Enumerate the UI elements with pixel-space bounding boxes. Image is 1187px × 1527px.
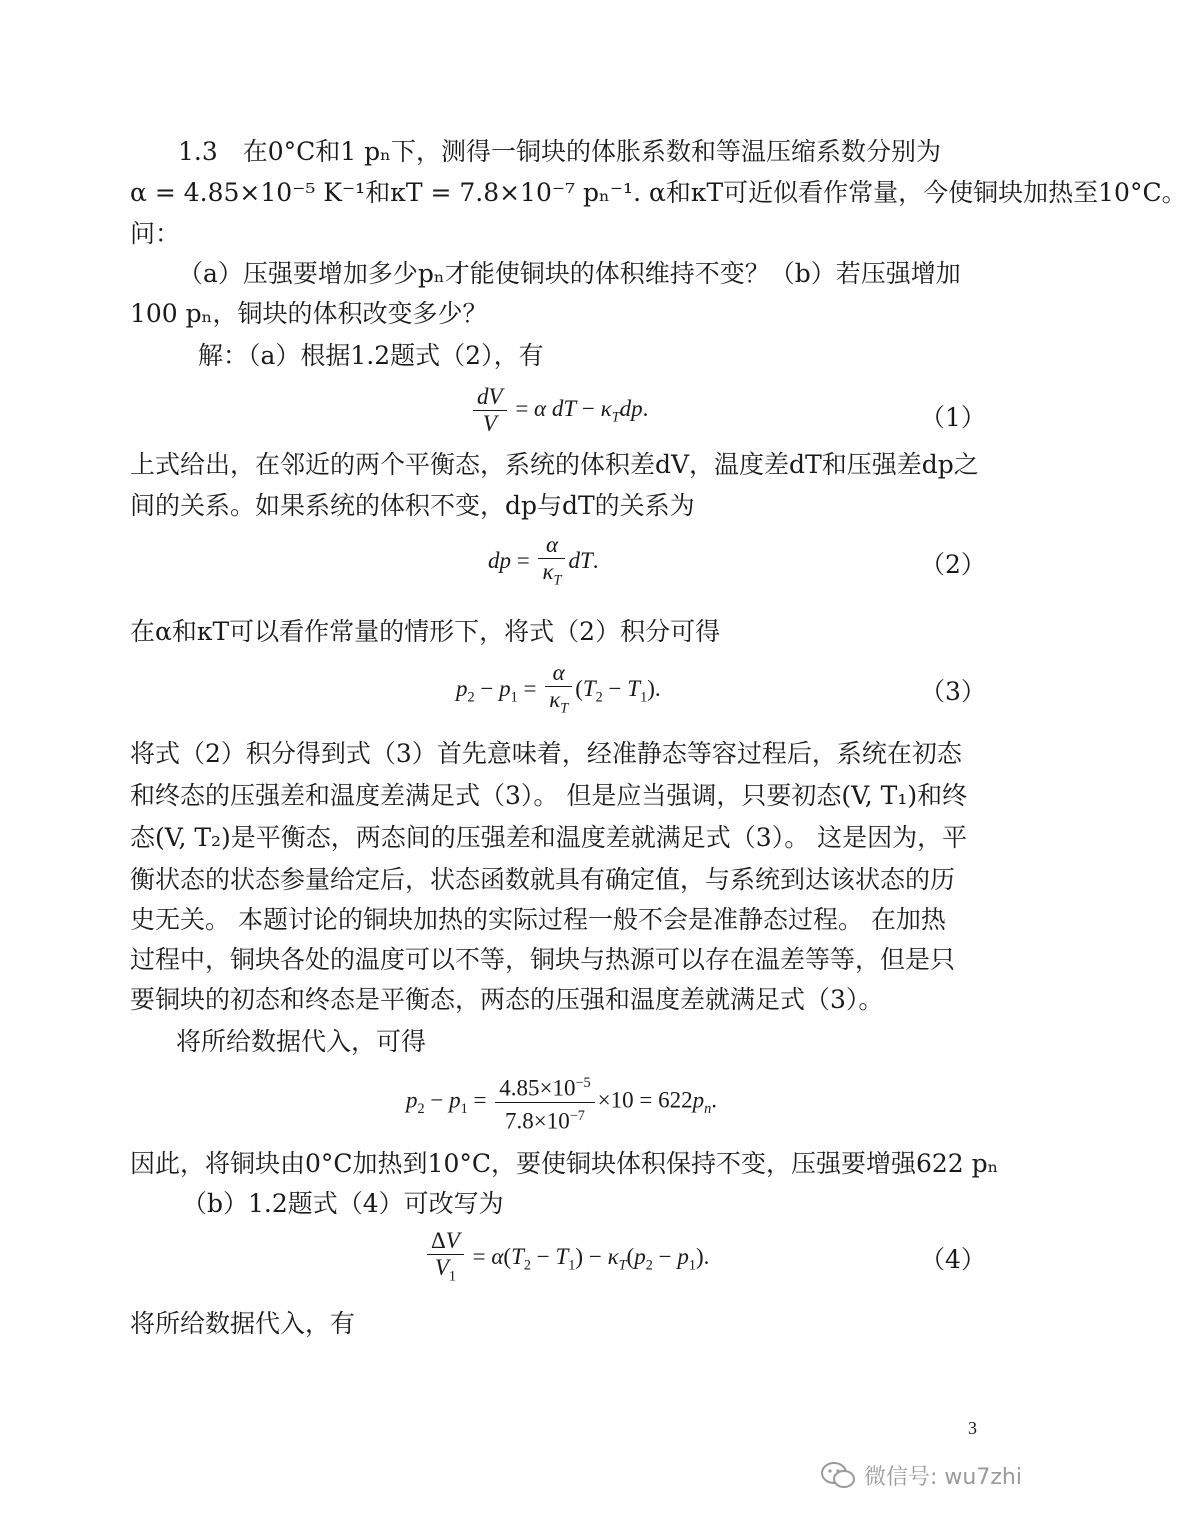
solution-paragraph-line-7: 衡状态的状态参量给定后，状态函数就具有确定值，与系统到达该状态的历 xyxy=(130,865,956,894)
page-number: 3 xyxy=(968,1418,977,1438)
equation-3-number: （3） xyxy=(920,677,986,706)
solution-paragraph-line-2: 间的关系。如果系统的体积不变，dp与dT的关系为 xyxy=(130,491,695,520)
solution-paragraph-line-14: 将所给数据代入，有 xyxy=(130,1309,356,1338)
solution-paragraph-line-8: 史无关。 本题讨论的铜块加热的实际过程一般不会是准静态过程。 在加热 xyxy=(130,905,946,934)
solution-paragraph-line-5: 和终态的压强差和温度差满足式（3）。 但是应当强调，只要初态(V, T₁)和终 xyxy=(130,781,968,810)
solution-paragraph-line-6: 态(V, T₂)是平衡态，两态间的压强差和温度差就满足式（3）。 这是因为，平 xyxy=(130,823,968,852)
equation-1-number: （1） xyxy=(920,403,986,432)
problem-line-4: （a）压强要增加多少pₙ才能使铜块的体积维持不变？（b）若压强增加 xyxy=(178,259,961,288)
problem-line-1: 1.3 在0°C和1 pₙ下，测得一铜块的体胀系数和等温压缩系数分别为 xyxy=(178,137,941,166)
equation-4: $p_2 - p_1$ = $\frac{4.85\times 10^{-5}}{7.8\times 10^{-7}}$ $\times 10 = 622p_n$. xyxy=(406,1070,717,1134)
solution-paragraph-line-9: 过程中，铜块各处的温度可以不等，铜块与热源可以存在温差等等，但是只 xyxy=(130,945,956,974)
problem-line-2: α = 4.85×10⁻⁵ K⁻¹和κT = 7.8×10⁻⁷ pₙ⁻¹. α和κT可近似看作常量，今使铜块加热至10°C。 xyxy=(130,178,1187,207)
equation-1: $\frac{dV}{V}$ = α dT − $\kappa_Tdp$. xyxy=(470,384,648,437)
solution-paragraph-line-12: 因此，将铜块由0°C加热到10°C，要使铜块体积保持不变，压强要增强622 pₙ xyxy=(130,1149,999,1178)
watermark-text: 微信号: wu7zhi xyxy=(864,1465,1022,1490)
problem-line-5: 100 pₙ，铜块的体积改变多少？ xyxy=(130,299,488,328)
solution-paragraph-line-10: 要铜块的初态和终态是平衡态，两态的压强和温度差就满足式（3）。 xyxy=(130,985,884,1014)
solution-paragraph-line-13: （b）1.2题式（4）可改写为 xyxy=(182,1189,504,1218)
equation-5-number: （4） xyxy=(920,1245,986,1274)
problem-line-3: 问： xyxy=(130,219,181,248)
solution-paragraph-line-11: 将所给数据代入，可得 xyxy=(176,1027,427,1056)
solution-paragraph-line-4: 将式（2）积分得到式（3）首先意味着，经准静态等容过程后，系统在初态 xyxy=(130,739,962,768)
equation-2-number: （2） xyxy=(920,550,986,579)
equation-3: $p_2 - p_1$ = $\frac{\alpha}{\kappa_T}$ $(T_2 - T_1)$. xyxy=(456,660,661,717)
watermark xyxy=(820,1460,1022,1491)
equation-5: $\frac{\Delta V}{V_1}$ = $\alpha(T_2 - T_1) - \kappa_T(p_2 - p_1)$. xyxy=(424,1228,709,1290)
solution-paragraph-line-1: 上式给出，在邻近的两个平衡态，系统的体积差dV，温度差dT和压强差dp之 xyxy=(130,450,979,479)
wechat-icon xyxy=(820,1461,856,1491)
solution-intro: 解：（a）根据1.2题式（2），有 xyxy=(198,341,544,370)
solution-paragraph-line-3: 在α和κT可以看作常量的情形下，将式（2）积分可得 xyxy=(130,617,721,646)
equation-2: dp = $\frac{\alpha}{\kappa_T}$ dT. xyxy=(488,532,599,589)
